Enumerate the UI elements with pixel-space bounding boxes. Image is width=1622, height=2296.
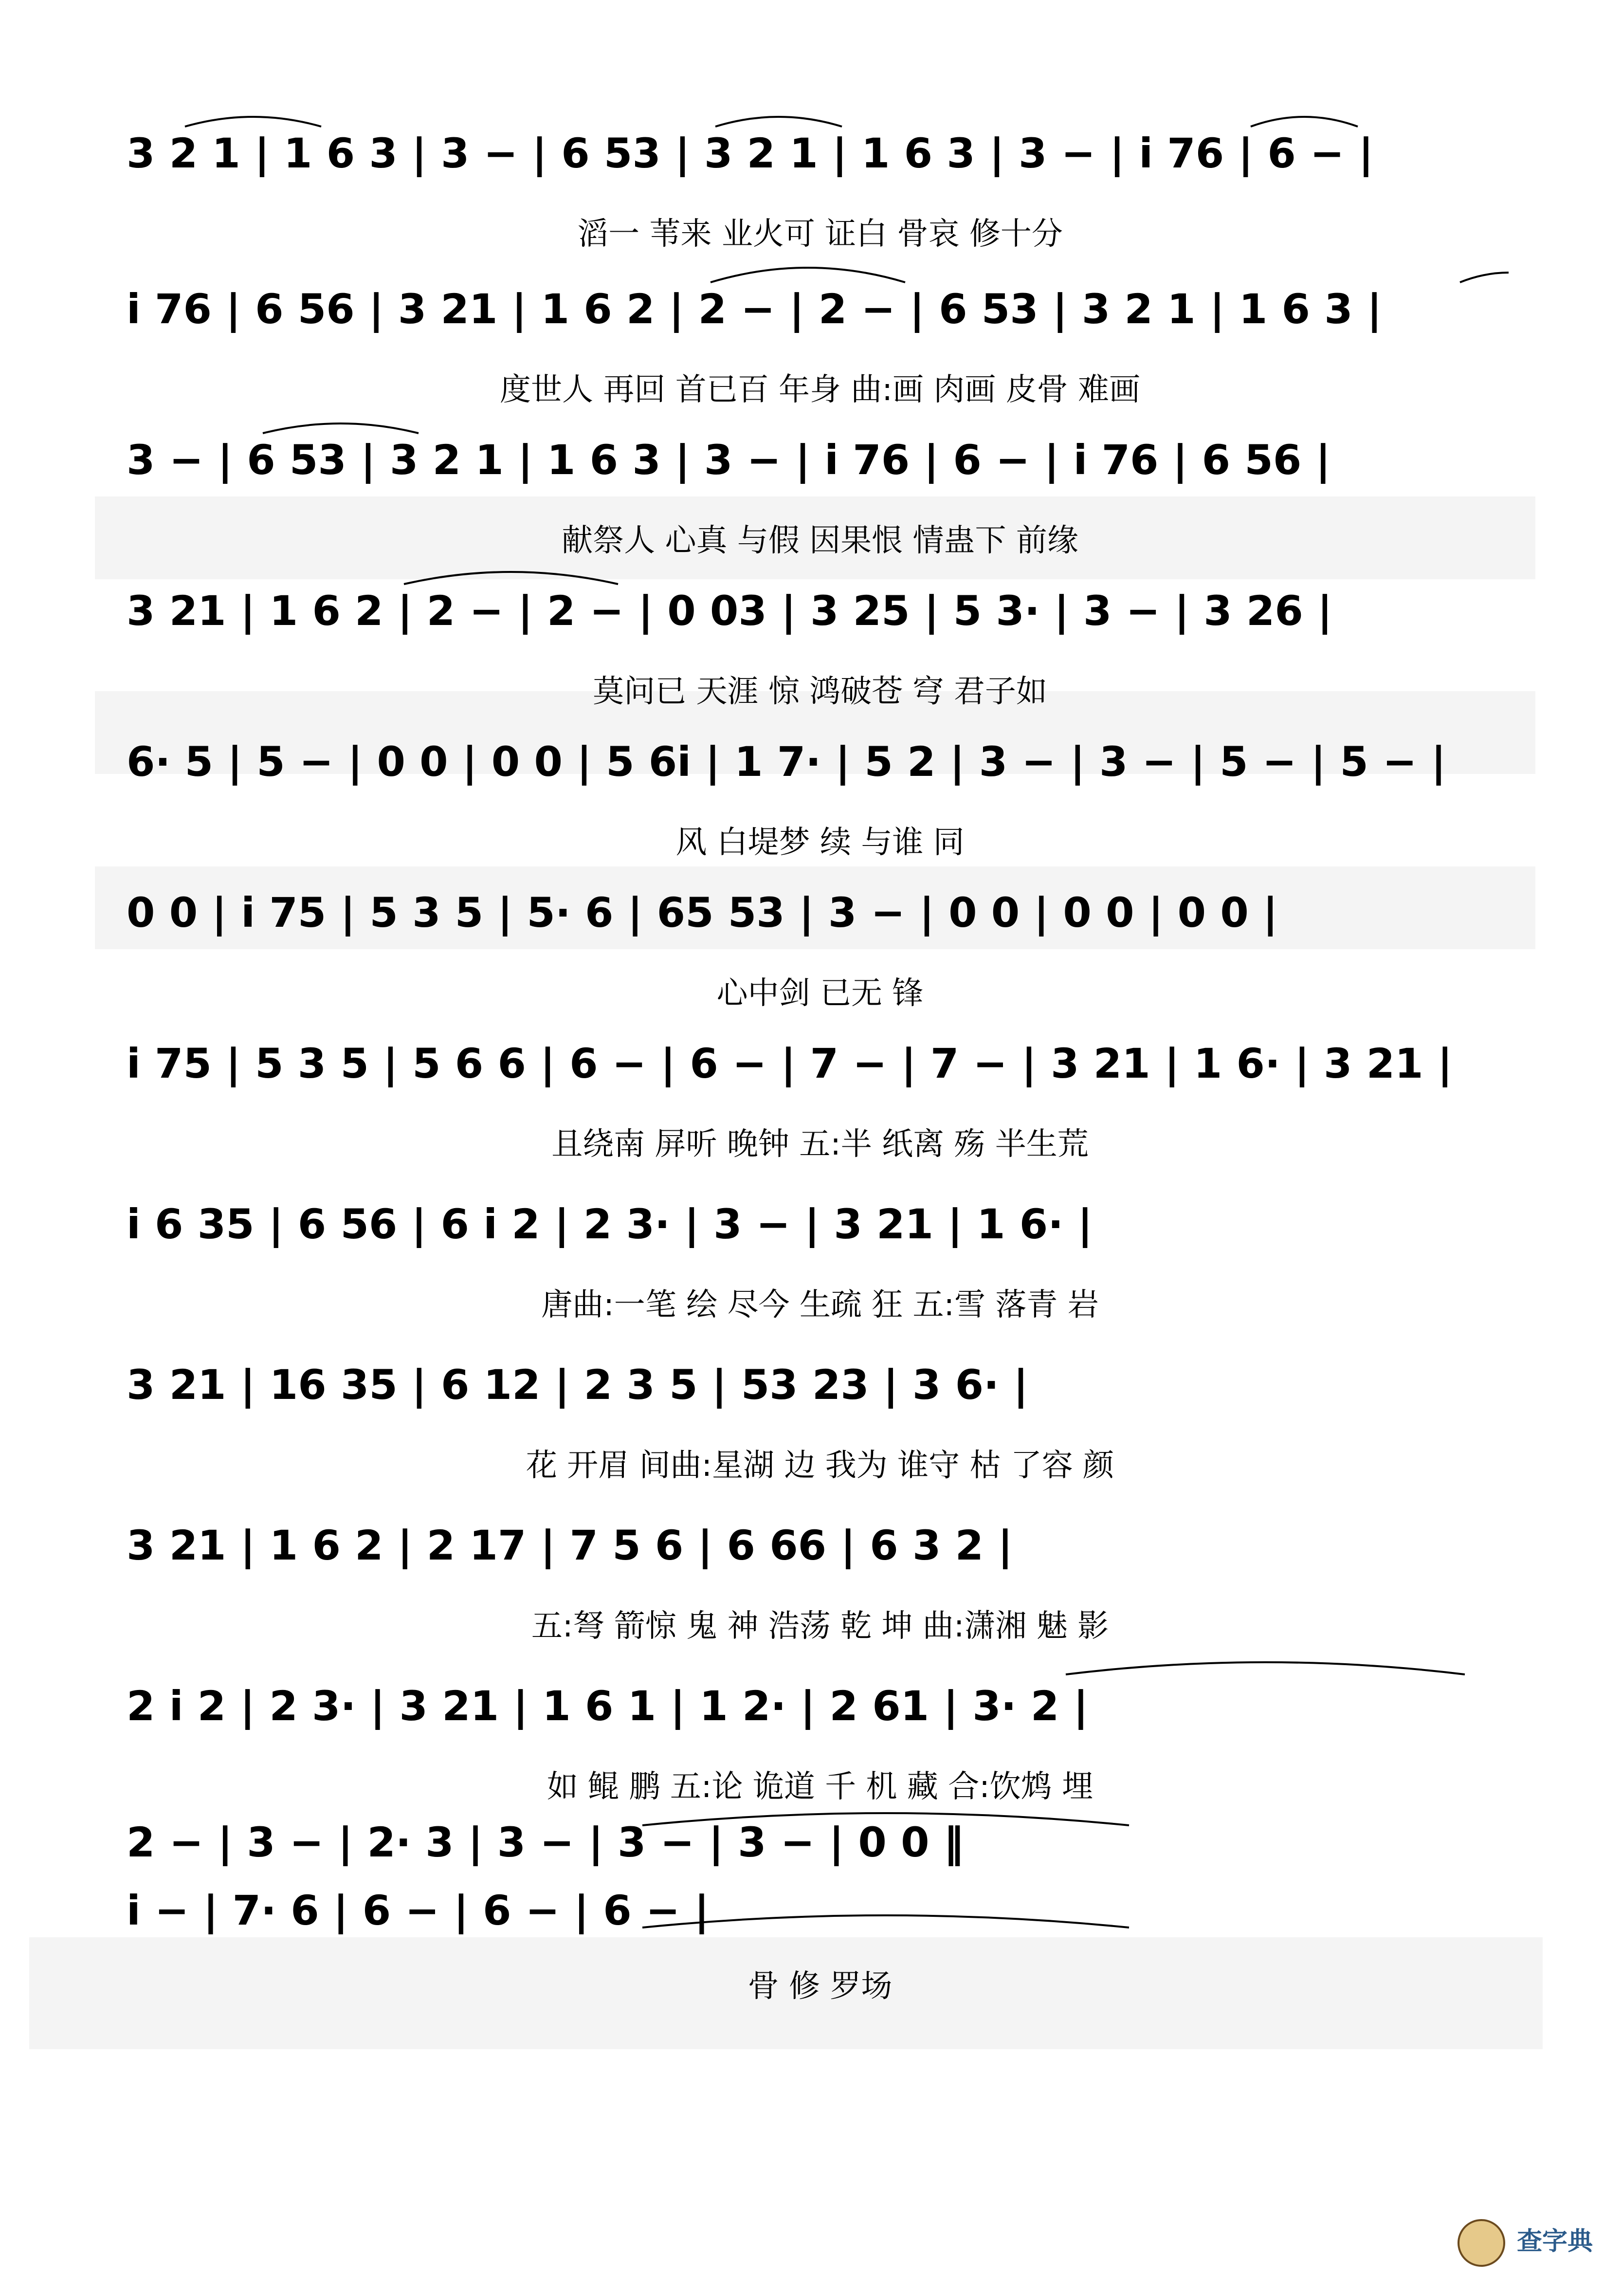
lyrics-line: 度世人 再回 首已百 年身 曲:画 肉画 皮骨 难画 <box>500 372 1140 408</box>
slur <box>404 572 618 584</box>
lyrics-line: 且绕南 屏听 晚钟 五:半 纸离 殇 半生荒 <box>551 1126 1089 1162</box>
lyrics-line: 骨 修 罗场 <box>747 1968 893 2004</box>
notation-line: i 76 | 6 56 | 3 21 | 1 6 2 | 2 − | 2 − | 6 53 | 3 2 1 | 1 6 3 | <box>127 285 1382 333</box>
lyrics-line: 五:弩 箭惊 鬼 神 浩荡 乾 坤 曲:潇湘 魅 影 <box>531 1608 1109 1644</box>
slur <box>263 423 419 433</box>
notation-line: 6· 5 | 5 − | 0 0 | 0 0 | 5 6i | 1 7· | 5 2 | 3 − | 3 − | 5 − | 5 − | <box>127 738 1446 786</box>
slur <box>711 268 905 282</box>
notation-line: 3 − | 6 53 | 3 2 1 | 1 6 3 | 3 − | i 76 | 6 − | i 76 | 6 56 | <box>127 436 1331 484</box>
lyrics-line: 风 白堤梦 续 与谁 同 <box>675 825 965 861</box>
notation-line: 0 0 | i 75 | 5 3 5 | 5· 6 | 65 53 | 3 − | 0 0 | 0 0 | 0 0 | <box>127 889 1278 937</box>
notation-line-bottom: i − | 7· 6 | 6 − | 6 − | 6 − | <box>127 1887 710 1934</box>
watermark-logo-icon <box>1458 2219 1505 2267</box>
lyrics-line: 莫问已 天涯 惊 鸿破苍 穹 君子如 <box>593 674 1047 710</box>
lyrics-line: 花 开眉 间曲:星湖 边 我为 谁守 枯 了容 颜 <box>526 1448 1114 1484</box>
watermark-text: 查字典 <box>1516 2227 1593 2256</box>
notation-line: i 75 | 5 3 5 | 5 6 6 | 6 − | 6 − | 7 − | 7 − | 3 21 | 1 6· | 3 21 | <box>127 1040 1453 1087</box>
slur <box>1251 117 1358 127</box>
slur <box>642 1813 1129 1825</box>
lyrics-line: 献祭人 心真 与假 因果恨 情蛊下 前缘 <box>562 523 1078 559</box>
notation-line: 3 21 | 16 35 | 6 12 | 2 3 5 | 53 23 | 3 6· | <box>127 1361 1028 1409</box>
notation-line: 3 21 | 1 6 2 | 2 17 | 7 5 6 | 6 66 | 6 3 2 | <box>127 1522 1013 1569</box>
slur <box>715 117 842 127</box>
slur <box>1460 273 1509 282</box>
lyrics-line: 滔一 苇来 业火可 证白 骨哀 修十分 <box>577 216 1063 252</box>
slur <box>1066 1662 1465 1674</box>
notation-line: 3 21 | 1 6 2 | 2 − | 2 − | 0 03 | 3 25 | 5 3· | 3 − | 3 26 | <box>127 587 1332 635</box>
notation-line: 2 i 2 | 2 3· | 3 21 | 1 6 1 | 1 2· | 2 61 | 3· 2 | <box>127 1682 1089 1730</box>
slur <box>185 117 321 127</box>
lyrics-line: 如 鲲 鹏 五:论 诡道 千 机 藏 合:饮鸩 埋 <box>547 1769 1093 1805</box>
lyrics-line: 心中剑 已无 锋 <box>716 975 924 1011</box>
notation-line-top: 2 − | 3 − | 2· 3 | 3 − | 3 − | 3 − | 0 0 ‖ <box>127 1818 964 1866</box>
slur <box>642 1915 1129 1928</box>
lyrics-line: 唐曲:一笔 绘 尽今 生疏 狂 五:雪 落青 岩 <box>541 1287 1099 1323</box>
notation-line: 3 2 1 | 1 6 3 | 3 − | 6 53 | 3 2 1 | 1 6 3 | 3 − | i 76 | 6 − | <box>127 129 1374 177</box>
notation-line: i 6 35 | 6 56 | 6 i 2 | 2 3· | 3 − | 3 21 | 1 6· | <box>127 1200 1093 1248</box>
